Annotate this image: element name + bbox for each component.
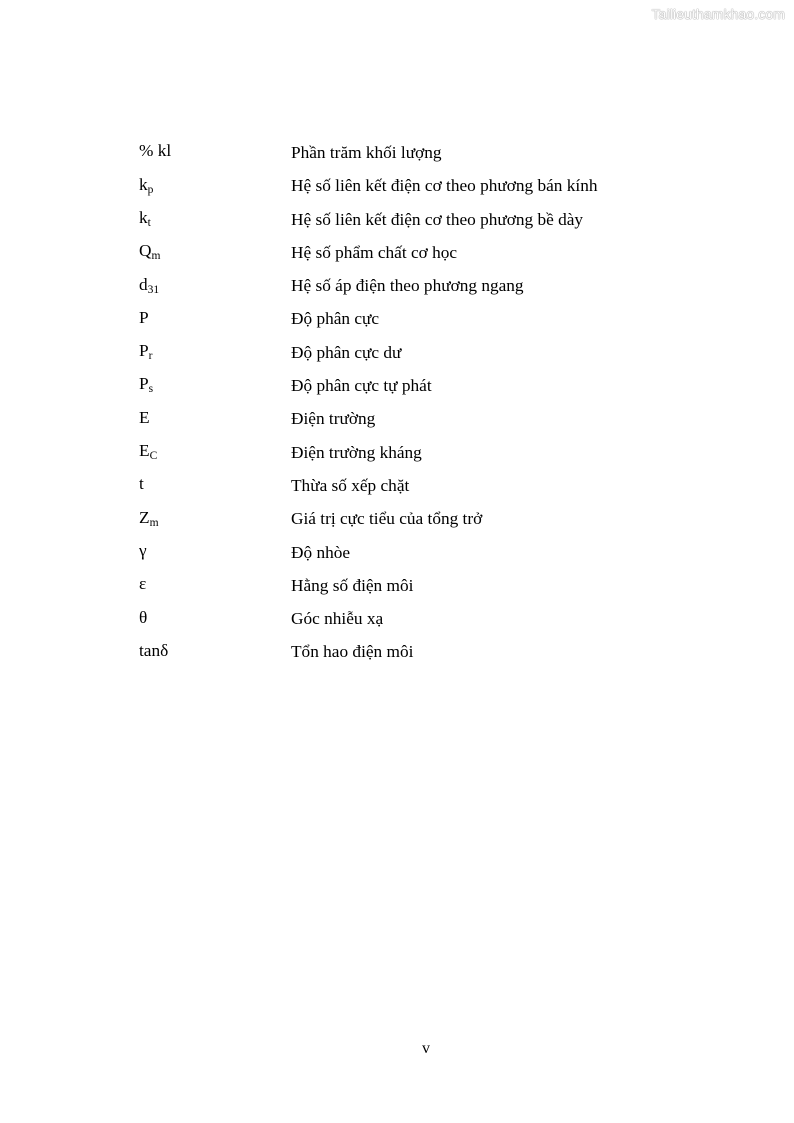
symbol: t: [139, 474, 144, 494]
symbol-list: [139, 136, 659, 669]
symbol-description: Góc nhiễu xạ: [291, 609, 384, 629]
symbol-row: [139, 269, 659, 302]
symbol-description: Hệ số áp điện theo phương ngang: [291, 276, 524, 296]
symbol-row: [139, 536, 659, 569]
symbol-row: [139, 203, 659, 236]
symbol-description: Hằng số điện môi: [291, 575, 414, 595]
symbol: $Z_m$: [139, 507, 159, 529]
symbol: $Q_m$: [139, 241, 161, 263]
symbol: $k_p$: [139, 174, 154, 196]
symbol-row: [139, 635, 659, 668]
symbol: $P_r$: [139, 341, 153, 363]
symbol-row: [139, 469, 659, 502]
symbol: $d_{31}$: [139, 274, 160, 296]
symbol-row: [139, 369, 659, 402]
symbol: E: [139, 407, 150, 427]
symbol-row: [139, 302, 659, 335]
symbol: θ: [139, 607, 148, 627]
symbol-description: Điện trường: [291, 409, 376, 429]
symbol-description: Điện trường kháng: [291, 442, 422, 462]
symbol: % kl: [139, 141, 172, 161]
symbol-row: [139, 602, 659, 635]
symbol-row: [139, 169, 659, 202]
symbol-row: [139, 336, 659, 369]
symbol: P: [139, 307, 149, 327]
symbol: γ: [139, 540, 147, 560]
symbol: ε: [139, 574, 147, 594]
symbol-row: [139, 569, 659, 602]
symbol: tanδ: [139, 640, 169, 660]
symbol-description: Giá trị cực tiểu của tổng trở: [291, 509, 483, 529]
symbol-row: [139, 402, 659, 435]
symbol-description: Hệ số liên kết điện cơ theo phương bề dày: [291, 209, 584, 229]
symbol-description: Độ phân cực dư: [291, 342, 402, 362]
symbol-description: Độ nhòe: [291, 542, 351, 562]
symbol-description: Thừa số xếp chặt: [291, 475, 410, 495]
symbol-description: Tổn hao điện môi: [291, 642, 414, 662]
symbol: $P_s$: [139, 374, 154, 396]
symbol-row: [139, 436, 659, 469]
symbol-description: Độ phân cực tự phát: [291, 376, 432, 396]
symbol-description: Hệ số phẩm chất cơ học: [291, 242, 458, 262]
symbol-row: [139, 502, 659, 535]
watermark: Tailieuthamkhao.com: [651, 6, 785, 22]
symbol-description: Phần trăm khối lượng: [291, 143, 442, 162]
symbol-description: Hệ số liên kết điện cơ theo phương bán kính: [291, 176, 598, 196]
page-number: v: [422, 1040, 430, 1057]
symbol-row: [139, 236, 659, 269]
symbol: $E_C$: [139, 441, 158, 463]
symbol-description: Độ phân cực: [291, 309, 380, 329]
symbol: $k_t$: [139, 207, 151, 229]
symbol-row: [139, 136, 659, 169]
